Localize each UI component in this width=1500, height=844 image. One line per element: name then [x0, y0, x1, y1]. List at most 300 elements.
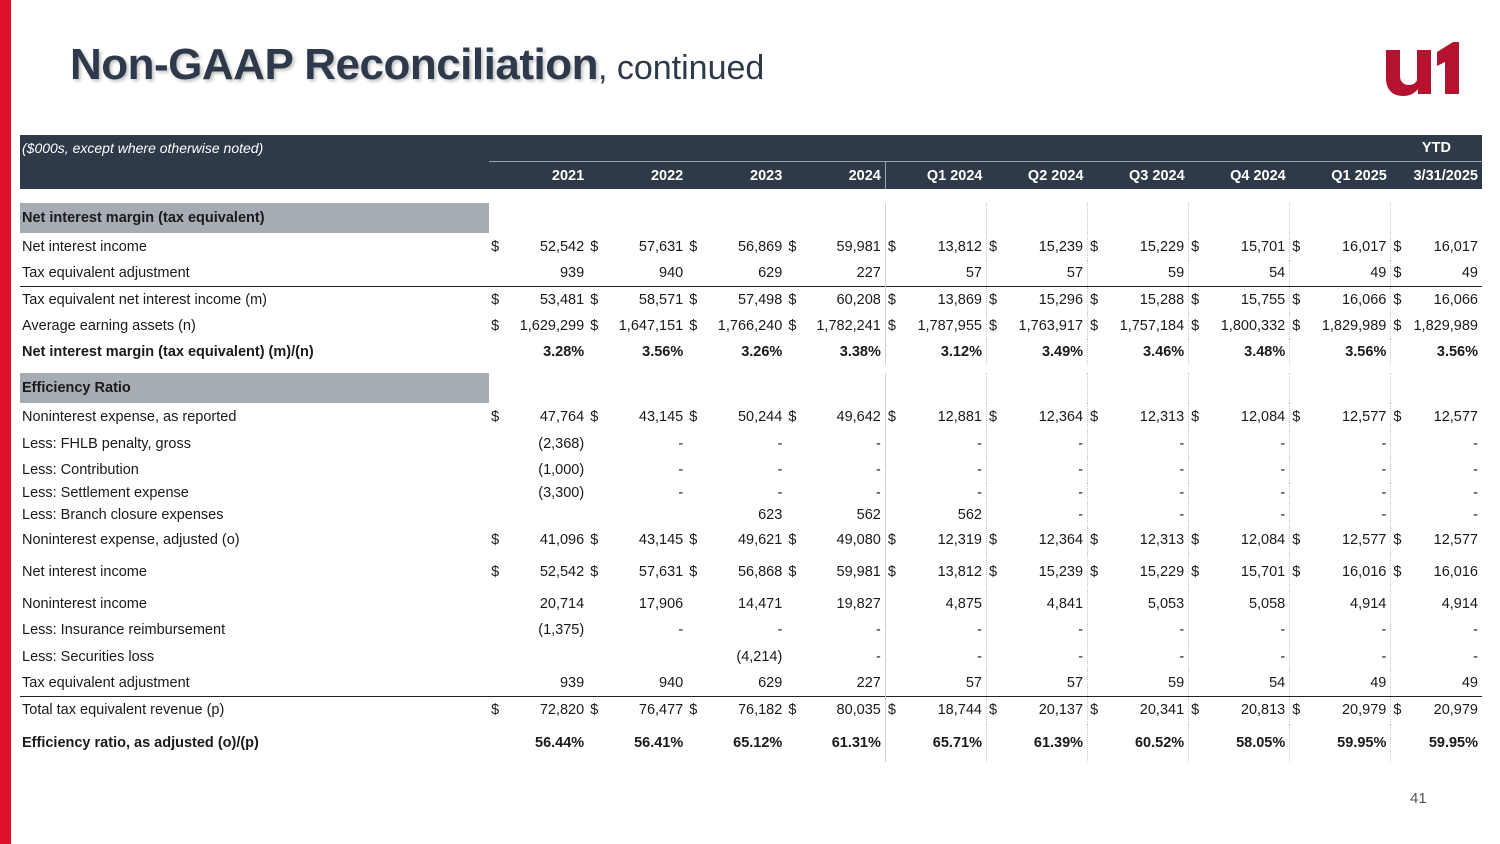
table-row	[20, 527, 1482, 553]
table-cell: 52,542	[539, 564, 585, 580]
table-cell: 12,084	[1240, 409, 1286, 425]
table-cell: 49	[1461, 264, 1478, 281]
table-cell: 57,631	[638, 238, 684, 255]
table-cell: 80,035	[800, 696, 885, 724]
table-cell: -	[1078, 648, 1084, 665]
dollar-sign: $	[489, 286, 503, 313]
dollar-sign: $	[590, 409, 599, 425]
table-cell	[602, 503, 687, 527]
table-cell: 227	[856, 674, 881, 691]
row-label: Less: Contribution	[22, 462, 139, 478]
table-cell: -	[777, 436, 783, 452]
table-row	[20, 286, 1482, 313]
table-row	[20, 233, 1482, 260]
table-cell: (2,368)	[538, 436, 585, 452]
dollar-sign: $	[986, 286, 1002, 313]
row-label: Tax equivalent net interest income (m)	[20, 286, 489, 313]
table-cell: 65.71%	[932, 735, 982, 751]
dollar-sign: $	[1088, 286, 1104, 313]
dollar-sign: $	[986, 233, 1002, 260]
row-label: Efficiency ratio, as adjusted (o)/(p)	[22, 735, 259, 751]
table-cell: 15,701	[1240, 238, 1286, 255]
table-cell: 59,981	[836, 238, 881, 255]
column-header-7: Q4 2024	[1189, 162, 1290, 190]
table-cell: 3.48%	[1244, 344, 1286, 360]
table-cell: 5,058	[1248, 595, 1286, 612]
table-cell: 57	[1066, 264, 1084, 281]
table-cell: 15,239	[1038, 238, 1084, 255]
table-cell: 15,755	[1205, 286, 1290, 313]
dollar-sign: $	[1391, 696, 1405, 724]
table-cell: 58.05%	[1236, 735, 1286, 751]
table-cell: 3.56%	[1436, 344, 1478, 360]
dollar-sign: $	[1088, 233, 1104, 260]
row-label: Noninterest expense, adjusted (o)	[22, 532, 240, 548]
table-cell: -	[1381, 648, 1387, 665]
table-row	[20, 553, 1482, 591]
table-cell: 15,229	[1139, 564, 1185, 580]
row-label: Noninterest expense, as reported	[22, 409, 237, 425]
dollar-sign: $	[689, 318, 698, 334]
dollar-sign: $	[491, 564, 500, 580]
table-row	[20, 591, 1482, 616]
dollar-sign: $	[885, 403, 903, 431]
table-cell: 15,229	[1139, 238, 1185, 255]
dollar-sign: $	[1088, 313, 1104, 339]
row-label: Tax equivalent adjustment	[22, 264, 190, 281]
table-note: ($000s, except where otherwise noted)	[20, 135, 489, 162]
column-header-1: 2022	[588, 162, 687, 190]
table-cell: -	[1473, 485, 1478, 501]
row-label: Average earning assets (n)	[22, 318, 196, 334]
table-row	[20, 260, 1482, 286]
table-cell: 57	[965, 264, 982, 281]
column-header-4: Q1 2024	[885, 162, 986, 190]
table-cell: -	[1280, 507, 1286, 523]
row-label: Net interest income	[22, 238, 147, 255]
table-cell: 20,979	[1405, 696, 1482, 724]
table-cell: -	[678, 436, 684, 452]
dollar-sign: $	[489, 696, 503, 724]
dollar-sign: $	[788, 564, 797, 580]
row-label: Less: Branch closure expenses	[22, 507, 224, 523]
table-cell: 53,481	[503, 286, 588, 313]
table-cell: 56.44%	[535, 735, 585, 751]
dollar-sign: $	[1088, 696, 1104, 724]
slide-title	[70, 40, 764, 90]
table-cell: 60,208	[800, 286, 885, 313]
table-cell: -	[1179, 507, 1185, 523]
table-cell: 12,577	[1341, 409, 1387, 425]
table-cell: 49	[1461, 674, 1478, 691]
table-cell: -	[1078, 462, 1084, 478]
table-cell: (3,300)	[538, 485, 585, 501]
dollar-sign: $	[885, 313, 903, 339]
table-cell: 629	[758, 674, 783, 691]
table-cell: 12,577	[1433, 409, 1478, 425]
dollar-sign: $	[590, 318, 599, 334]
table-cell: 61.31%	[831, 735, 881, 751]
table-cell: 14,471	[737, 595, 783, 612]
table-cell: 12,364	[1038, 532, 1084, 548]
dollar-sign: $	[885, 286, 903, 313]
table-cell: 940	[659, 264, 684, 281]
dollar-sign: $	[1088, 527, 1104, 553]
table-cell: 12,084	[1240, 532, 1286, 548]
table-cell: -	[1473, 621, 1478, 638]
table-cell: -	[1473, 648, 1478, 665]
table-cell: -	[1078, 621, 1084, 638]
table-cell: -	[1381, 485, 1387, 501]
table-row	[20, 431, 1482, 457]
dollar-sign: $	[788, 532, 797, 548]
dollar-sign: $	[590, 532, 599, 548]
row-label: Net interest margin (tax equivalent)	[20, 203, 489, 233]
table-cell: 623	[758, 507, 783, 523]
table-cell: -	[678, 621, 684, 638]
header-row-top	[20, 135, 1482, 162]
table-cell: 3.49%	[1041, 344, 1084, 360]
dollar-sign: $	[590, 238, 599, 255]
row-label: Less: FHLB penalty, gross	[22, 436, 191, 452]
table-cell: 4,841	[1046, 595, 1084, 612]
table-cell: 4,914	[1441, 595, 1478, 612]
table-cell: -	[1280, 648, 1286, 665]
table-cell: 76,182	[701, 696, 786, 724]
table-cell: -	[876, 648, 881, 665]
row-label: Less: Securities loss	[22, 648, 155, 665]
table-cell: -	[1179, 648, 1185, 665]
accent-bar	[0, 0, 11, 844]
table-cell: -	[977, 648, 982, 665]
dollar-sign: $	[885, 696, 903, 724]
table-cell: 57	[1066, 674, 1084, 691]
row-label: Net interest margin (tax equivalent) (m)/(n)	[22, 344, 314, 360]
table-cell: -	[876, 621, 881, 638]
column-header-2: 2023	[687, 162, 786, 190]
table-cell: 12,319	[937, 532, 982, 548]
dollar-sign: $	[1391, 403, 1405, 431]
table-cell: 54	[1269, 674, 1286, 691]
dollar-sign: $	[986, 553, 1002, 591]
table-cell: 1,829,989	[1413, 318, 1478, 334]
row-label: Efficiency Ratio	[20, 373, 489, 403]
dollar-sign: $	[491, 238, 500, 255]
dollar-sign: $	[1189, 286, 1205, 313]
table-row	[20, 403, 1482, 431]
table-cell: 49,621	[737, 532, 783, 548]
table-cell: 61.39%	[1033, 735, 1084, 751]
table-cell: 43,145	[638, 532, 684, 548]
table-cell: 57,498	[701, 286, 786, 313]
table-cell: 17,906	[638, 595, 684, 612]
title-main: Non-GAAP Reconciliation	[70, 40, 598, 89]
table-cell: -	[1381, 436, 1387, 452]
column-header-6: Q3 2024	[1088, 162, 1189, 190]
table-cell: 41,096	[539, 532, 585, 548]
dollar-sign: $	[788, 238, 797, 255]
table-row	[20, 483, 1482, 503]
table-cell: 16,016	[1433, 564, 1478, 580]
table-cell: 60.52%	[1134, 735, 1185, 751]
table-cell: 20,137	[1003, 696, 1088, 724]
table-cell: 76,477	[602, 696, 687, 724]
dollar-sign: $	[491, 532, 500, 548]
table-cell: 3.12%	[940, 344, 982, 360]
table-cell: 940	[659, 674, 684, 691]
table-cell: -	[876, 462, 881, 478]
dollar-sign: $	[1391, 313, 1405, 339]
table-cell: 562	[957, 507, 982, 523]
table-cell: -	[876, 436, 881, 452]
table-row	[20, 457, 1482, 483]
page-number: 41	[1410, 790, 1427, 807]
column-header-8: Q1 2025	[1290, 162, 1391, 190]
table-cell: 12,881	[937, 409, 982, 425]
table-cell: -	[1078, 436, 1084, 452]
table-row	[20, 339, 1482, 365]
table-cell: 49,080	[836, 532, 881, 548]
table-cell: 54	[1269, 264, 1286, 281]
table-cell: 1,829,989	[1321, 318, 1387, 334]
dollar-sign: $	[590, 564, 599, 580]
table-cell: -	[1179, 462, 1185, 478]
table-cell: -	[1280, 485, 1286, 501]
header-row-columns	[20, 162, 1482, 190]
dollar-sign: $	[986, 696, 1002, 724]
table-cell: -	[1078, 507, 1084, 523]
dollar-sign: $	[1290, 313, 1306, 339]
table-cell: 1,800,332	[1220, 318, 1286, 334]
dollar-sign: $	[1391, 260, 1405, 286]
dollar-sign: $	[788, 318, 797, 334]
table-cell: 13,812	[937, 238, 982, 255]
table-row	[20, 643, 1482, 670]
dollar-sign: $	[689, 409, 698, 425]
table-cell: -	[1280, 462, 1286, 478]
table-cell: 16,066	[1306, 286, 1391, 313]
dollar-sign: $	[986, 403, 1002, 431]
dollar-sign: $	[1290, 286, 1306, 313]
table-cell: -	[977, 621, 982, 638]
table-cell: 3.46%	[1143, 344, 1185, 360]
table-row	[20, 724, 1482, 762]
table-cell: -	[678, 462, 684, 478]
dollar-sign: $	[1290, 403, 1306, 431]
dollar-sign: $	[786, 696, 800, 724]
table-cell: 15,239	[1038, 564, 1084, 580]
table-cell: 56,868	[737, 564, 783, 580]
dollar-sign: $	[986, 527, 1002, 553]
table-cell: 13,812	[937, 564, 982, 580]
table-cell: 1,787,955	[917, 318, 982, 334]
dollar-sign: $	[1189, 233, 1205, 260]
dollar-sign: $	[588, 696, 602, 724]
table-cell: 16,016	[1341, 564, 1387, 580]
table-row	[20, 503, 1482, 527]
table-cell: 56,869	[737, 238, 783, 255]
table-cell: 52,542	[539, 238, 585, 255]
table-cell: 59	[1168, 264, 1185, 281]
table-cell: -	[777, 462, 783, 478]
table-cell: (4,214)	[736, 648, 783, 665]
table-cell: 562	[856, 507, 881, 523]
table-cell: -	[1179, 436, 1185, 452]
dollar-sign: $	[1391, 553, 1405, 591]
table-cell: 59	[1168, 674, 1185, 691]
dollar-sign: $	[491, 409, 500, 425]
table-cell: 1,647,151	[618, 318, 684, 334]
table-cell: 72,820	[503, 696, 588, 724]
column-header-5: Q2 2024	[986, 162, 1087, 190]
table-cell: 59.95%	[1337, 735, 1387, 751]
title-sub: , continued	[597, 49, 765, 87]
table-cell: 20,341	[1104, 696, 1189, 724]
table-cell: -	[977, 485, 982, 501]
table-cell: 3.26%	[741, 344, 783, 360]
u1-logo-icon	[1382, 40, 1460, 96]
dollar-sign: $	[885, 553, 903, 591]
table-row	[20, 616, 1482, 643]
row-label: Total tax equivalent revenue (p)	[20, 696, 489, 724]
table-cell: 57	[965, 674, 982, 691]
table-cell: -	[1381, 621, 1387, 638]
table-cell: -	[1473, 507, 1478, 523]
dollar-sign: $	[687, 286, 701, 313]
dollar-sign: $	[885, 233, 903, 260]
table-cell: 57,631	[638, 564, 684, 580]
table-cell: 58,571	[602, 286, 687, 313]
table-cell: 4,875	[945, 595, 982, 612]
dollar-sign: $	[689, 238, 698, 255]
column-header-0: 2021	[489, 162, 588, 190]
table-cell: 16,066	[1405, 286, 1482, 313]
table-cell: 19,827	[836, 595, 881, 612]
table-cell: 3.56%	[642, 344, 684, 360]
table-cell: 12,577	[1433, 532, 1478, 548]
dollar-sign: $	[786, 286, 800, 313]
dollar-sign: $	[689, 564, 698, 580]
table-cell: -	[876, 485, 881, 501]
table-cell: 20,979	[1306, 696, 1391, 724]
table-cell: -	[1179, 621, 1185, 638]
table-cell: -	[1473, 462, 1478, 478]
table-cell: 50,244	[737, 409, 783, 425]
table-cell: 3.56%	[1345, 344, 1387, 360]
table-cell: 20,813	[1205, 696, 1290, 724]
table-cell: 56.41%	[634, 735, 684, 751]
table-cell: 12,364	[1038, 409, 1084, 425]
dollar-sign: $	[1391, 286, 1405, 313]
table-cell: 15,288	[1104, 286, 1189, 313]
table-cell	[602, 643, 687, 670]
table-cell: 49	[1370, 674, 1387, 691]
dollar-sign: $	[687, 696, 701, 724]
dollar-sign: $	[1189, 696, 1205, 724]
table-cell	[503, 643, 588, 670]
table-row	[20, 313, 1482, 339]
table-cell: 939	[559, 674, 585, 691]
table-cell: (1,000)	[538, 462, 585, 478]
dollar-sign: $	[1290, 553, 1306, 591]
row-label: Net interest income	[22, 564, 147, 580]
table-cell: -	[1280, 436, 1286, 452]
section-header-row	[20, 203, 1482, 233]
table-cell: 47,764	[539, 409, 585, 425]
table-cell: -	[678, 485, 684, 501]
table-cell: -	[777, 485, 783, 501]
dollar-sign: $	[689, 532, 698, 548]
table-cell: 12,577	[1341, 532, 1387, 548]
dollar-sign: $	[1189, 527, 1205, 553]
table-cell: 5,053	[1147, 595, 1185, 612]
section-header-row	[20, 373, 1482, 403]
table-cell: 227	[856, 264, 881, 281]
table-cell: -	[1473, 436, 1478, 452]
ytd-label: YTD	[1391, 135, 1482, 162]
reconciliation-table	[20, 135, 1482, 762]
row-label: Noninterest income	[22, 595, 147, 612]
table-cell: 16,017	[1433, 238, 1478, 255]
table-cell: -	[1381, 507, 1387, 523]
table-cell: -	[977, 436, 982, 452]
table-cell: 18,744	[904, 696, 987, 724]
dollar-sign: $	[588, 286, 602, 313]
dollar-sign: $	[1290, 696, 1306, 724]
table-cell: 49,642	[836, 409, 881, 425]
table-cell: 3.28%	[543, 344, 585, 360]
column-header-3: 2024	[786, 162, 885, 190]
table-cell: -	[977, 462, 982, 478]
table-cell: -	[1280, 621, 1286, 638]
dollar-sign: $	[1189, 553, 1205, 591]
row-label: Tax equivalent adjustment	[22, 674, 190, 691]
table-cell: 16,017	[1341, 238, 1387, 255]
table-cell: -	[777, 621, 783, 638]
table-cell: 4,914	[1350, 595, 1387, 612]
table-cell: 1,629,299	[519, 318, 585, 334]
table-cell: 3.38%	[839, 344, 881, 360]
dollar-sign: $	[788, 409, 797, 425]
column-header-9: 3/31/2025	[1391, 162, 1482, 190]
table-cell: -	[1078, 485, 1084, 501]
table-cell: (1,375)	[538, 621, 585, 638]
table-cell	[503, 503, 588, 527]
table-cell: 65.12%	[733, 735, 783, 751]
table-cell: 1,757,184	[1119, 318, 1185, 334]
dollar-sign: $	[885, 527, 903, 553]
dollar-sign: $	[1290, 233, 1306, 260]
table-cell: 939	[559, 264, 585, 281]
table-cell: 12,313	[1139, 532, 1185, 548]
row-label: Less: Insurance reimbursement	[22, 621, 226, 638]
dollar-sign: $	[1189, 313, 1205, 339]
table-cell: 1,766,240	[717, 318, 783, 334]
table-cell: 1,782,241	[816, 318, 881, 334]
table-cell: -	[1179, 485, 1185, 501]
dollar-sign: $	[1391, 233, 1405, 260]
dollar-sign: $	[1189, 403, 1205, 431]
table-cell: 15,296	[1003, 286, 1088, 313]
table-row	[20, 670, 1482, 696]
row-label: Less: Settlement expense	[22, 485, 189, 501]
dollar-sign: $	[986, 313, 1002, 339]
dollar-sign: $	[1088, 553, 1104, 591]
dollar-sign: $	[1088, 403, 1104, 431]
table-cell: 629	[758, 264, 783, 281]
table-cell: -	[1381, 462, 1387, 478]
table-cell: 59,981	[836, 564, 881, 580]
